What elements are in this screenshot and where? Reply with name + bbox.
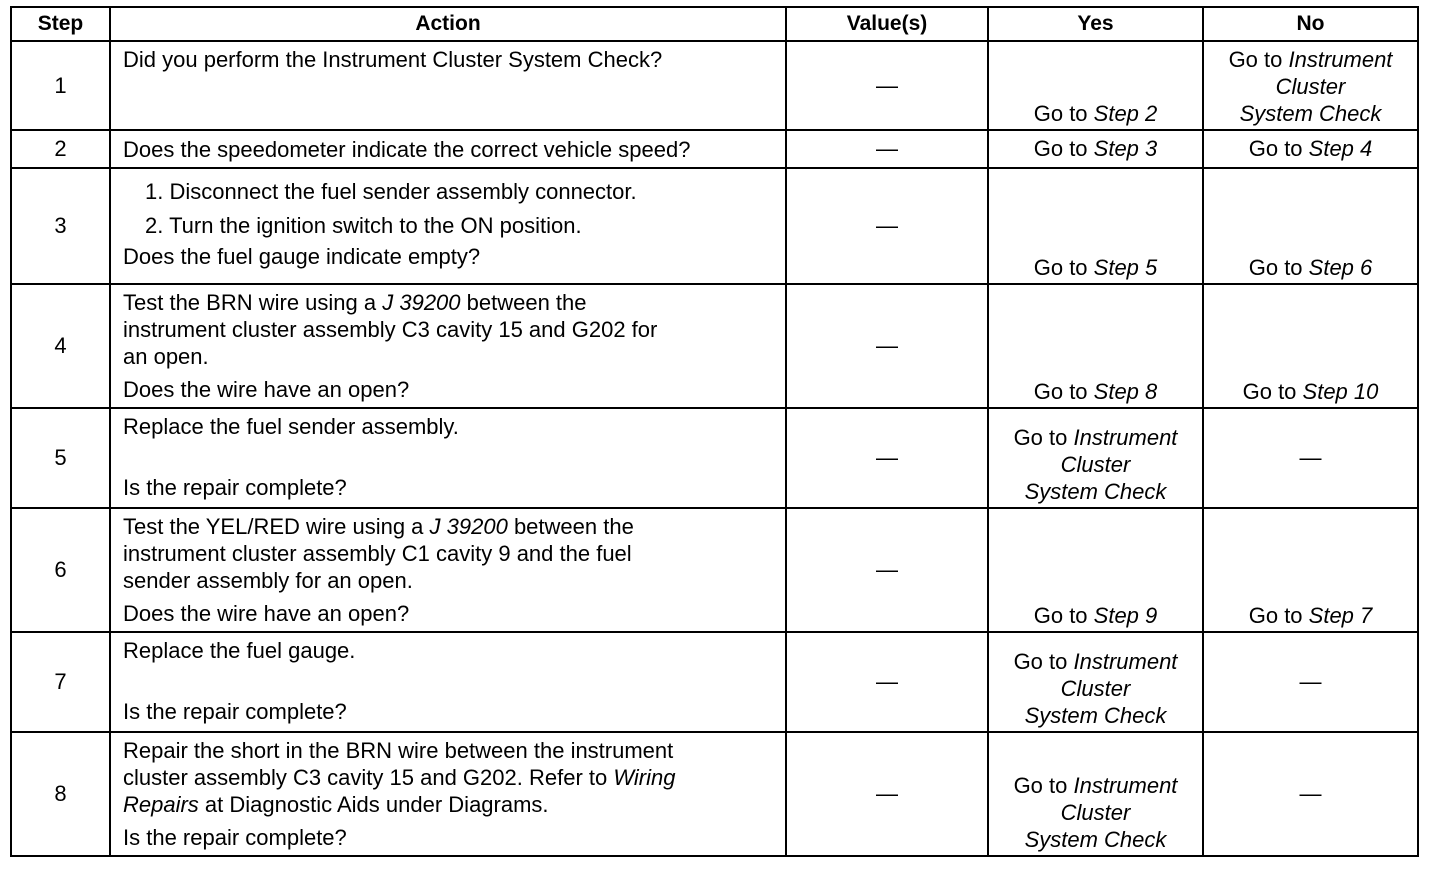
yes-ref-line: Instrument (1073, 649, 1178, 674)
value-cell: — (786, 408, 988, 508)
value-cell: — (786, 168, 988, 284)
yes-cell (988, 508, 1203, 632)
action-cell (110, 168, 786, 284)
yes-cell (988, 408, 1203, 508)
header-values: Value(s) (786, 7, 988, 41)
step-number: 5 (11, 408, 110, 508)
yes-ref-line: Cluster (1060, 676, 1131, 701)
no-cell: — (1203, 732, 1418, 856)
value-cell: — (786, 130, 988, 168)
yes-cell (988, 732, 1203, 856)
yes-step-link: Step 5 (1093, 255, 1158, 280)
action-question: Is the repair complete? (123, 475, 347, 500)
yes-ref-line: Instrument (1073, 773, 1178, 798)
no-prefix: Go to (1248, 255, 1309, 280)
step-number: 1 (11, 41, 110, 130)
yes-cell (988, 284, 1203, 408)
no-cell: — (1203, 408, 1418, 508)
action-question: Does the wire have an open? (123, 601, 410, 626)
table-row (11, 41, 1418, 130)
tool-ref: J 39200 (429, 514, 508, 539)
table-row (11, 632, 1418, 732)
step-number: 7 (11, 632, 110, 732)
action-cell (110, 130, 786, 168)
no-prefix: Go to (1242, 379, 1303, 404)
action-text: cluster assembly C3 cavity 15 and G202. Refer to (123, 765, 614, 790)
yes-ref-line: Cluster (1060, 452, 1131, 477)
table-row (11, 508, 1418, 632)
action-question: Is the repair complete? (123, 825, 347, 850)
yes-ref-line: Cluster (1060, 800, 1131, 825)
no-cell (1203, 41, 1418, 130)
yes-cell (988, 130, 1203, 168)
no-cell: — (1203, 632, 1418, 732)
diagnostic-table (10, 6, 1419, 857)
action-text: an open. (123, 344, 209, 369)
no-cell (1203, 284, 1418, 408)
action-text: between the (460, 290, 587, 315)
action-question: Does the wire have an open? (123, 377, 410, 402)
action-text: Did you perform the Instrument Cluster System Check? (123, 47, 663, 72)
action-text: between the (507, 514, 634, 539)
action-text: at Diagnostic Aids under Diagrams. (198, 792, 549, 817)
wiring-repairs-ref: Wiring (613, 765, 676, 790)
tool-ref: J 39200 (382, 290, 461, 315)
no-ref-line: System Check (1239, 101, 1382, 126)
yes-prefix: Go to (1033, 379, 1094, 404)
action-text: instrument cluster assembly C1 cavity 9 and the fuel (123, 541, 632, 566)
step-number: 3 (11, 168, 110, 284)
no-cell (1203, 130, 1418, 168)
yes-prefix: Go to (1033, 255, 1094, 280)
action-cell (110, 408, 786, 508)
header-yes: Yes (988, 7, 1203, 41)
action-text: Does the speedometer indicate the correct vehicle speed? (123, 136, 691, 162)
step-number: 2 (11, 130, 110, 168)
no-step-link: Step 6 (1308, 255, 1373, 280)
yes-ref-line: Instrument (1073, 425, 1178, 450)
yes-prefix: Go to (1033, 136, 1094, 161)
no-prefix: Go to (1228, 47, 1289, 72)
header-no: No (1203, 7, 1418, 41)
no-step-link: Step 7 (1308, 603, 1373, 628)
action-text: Replace the fuel sender assembly. (123, 414, 459, 439)
no-cell (1203, 168, 1418, 284)
table-row (11, 130, 1418, 168)
step-number: 6 (11, 508, 110, 632)
action-question: Is the repair complete? (123, 699, 347, 724)
yes-step-link: Step 9 (1093, 603, 1158, 628)
action-cell (110, 632, 786, 732)
table-row (11, 168, 1418, 284)
list-item: 2. Turn the ignition switch to the ON position. (145, 213, 582, 238)
step-number: 8 (11, 732, 110, 856)
no-prefix: Go to (1248, 136, 1309, 161)
yes-ref-line: System Check (1024, 703, 1167, 728)
yes-ref-line: System Check (1024, 479, 1167, 504)
no-prefix: Go to (1248, 603, 1309, 628)
action-cell (110, 508, 786, 632)
value-cell: — (786, 632, 988, 732)
no-cell (1203, 508, 1418, 632)
table-row (11, 732, 1418, 856)
header-action: Action (110, 7, 786, 41)
table-row (11, 284, 1418, 408)
action-cell (110, 284, 786, 408)
yes-prefix: Go to (1033, 101, 1094, 126)
table-row (11, 408, 1418, 508)
yes-cell (988, 41, 1203, 130)
action-text: Test the YEL/RED wire using a (123, 514, 430, 539)
no-ref-line: Cluster (1275, 74, 1346, 99)
yes-prefix: Go to (1013, 425, 1074, 450)
action-cell (110, 732, 786, 856)
list-item: 1. Disconnect the fuel sender assembly connector. (145, 179, 637, 204)
yes-step-link: Step 2 (1093, 101, 1158, 126)
yes-cell (988, 168, 1203, 284)
action-text: instrument cluster assembly C3 cavity 15 and G202 for (123, 317, 658, 342)
value-cell: — (786, 732, 988, 856)
header-step: Step (11, 7, 110, 41)
yes-prefix: Go to (1013, 773, 1074, 798)
step-number: 4 (11, 284, 110, 408)
value-cell: — (786, 41, 988, 130)
no-ref-line: Instrument (1288, 47, 1393, 72)
yes-prefix: Go to (1013, 649, 1074, 674)
yes-cell (988, 632, 1203, 732)
yes-ref-line: System Check (1024, 827, 1167, 852)
no-step-link: Step 4 (1308, 136, 1373, 161)
action-text: Replace the fuel gauge. (123, 638, 356, 663)
yes-step-link: Step 3 (1093, 136, 1158, 161)
yes-step-link: Step 8 (1093, 379, 1158, 404)
action-cell (110, 41, 786, 130)
value-cell: — (786, 508, 988, 632)
action-text: Test the BRN wire using a (123, 290, 383, 315)
wiring-repairs-ref: Repairs (123, 792, 199, 817)
action-text: sender assembly for an open. (123, 568, 413, 593)
yes-prefix: Go to (1033, 603, 1094, 628)
value-cell: — (786, 284, 988, 408)
action-text: Repair the short in the BRN wire between the instrument (123, 738, 674, 763)
no-step-link: Step 10 (1302, 379, 1379, 404)
table-header-row (11, 7, 1418, 41)
action-question: Does the fuel gauge indicate empty? (123, 244, 481, 269)
